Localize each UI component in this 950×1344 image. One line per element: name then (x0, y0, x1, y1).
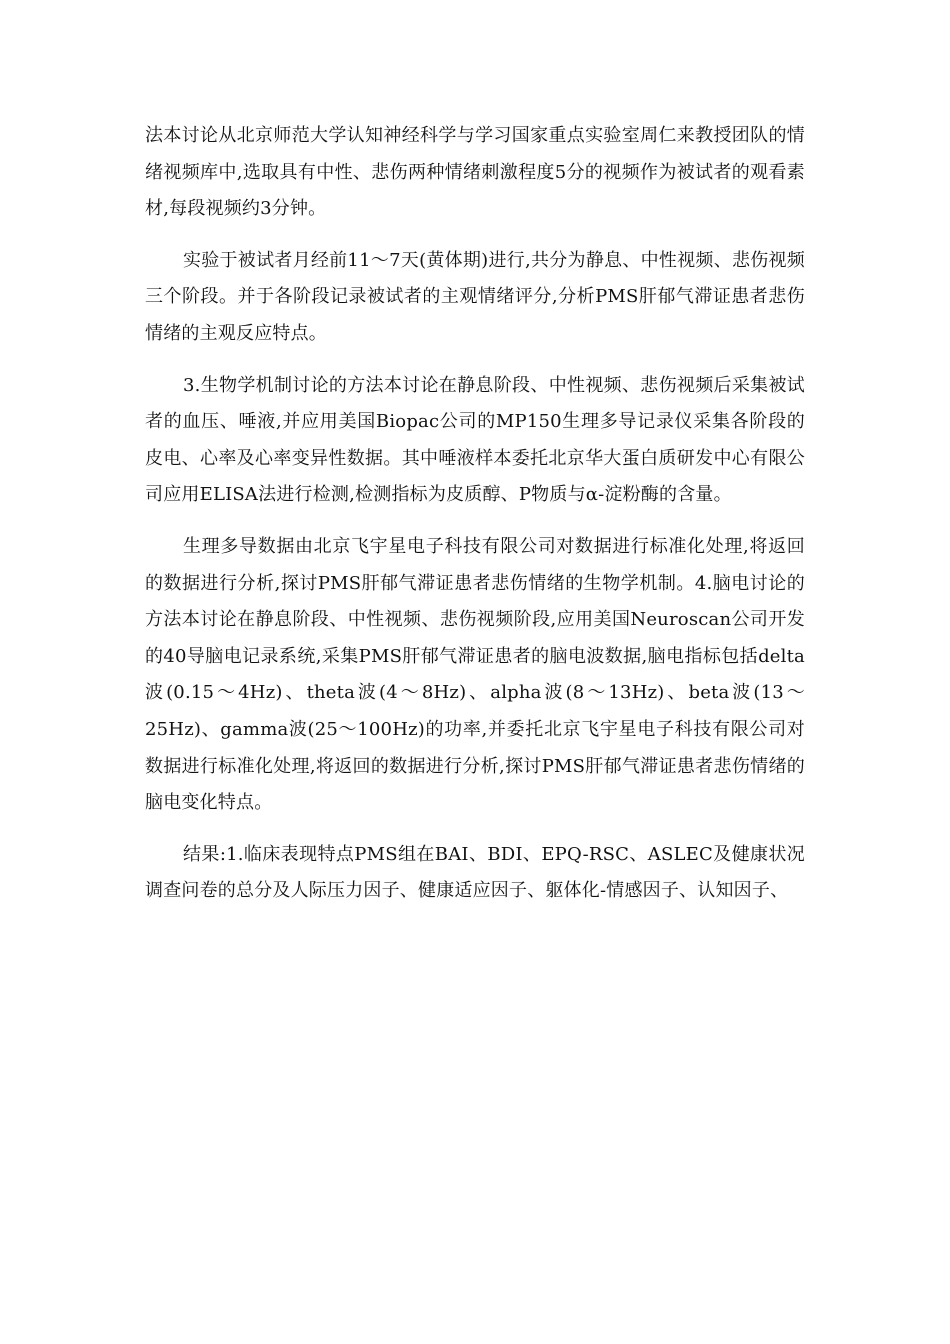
paragraph-video-materials: 法本讨论从北京师范大学认知神经科学与学习国家重点实验室周仁来教授团队的情绪视频库中,选取具有中性、悲伤两种情绪刺激程度5分的视频作为被试者的观看素材,每段视频约3分钟。 (145, 125, 805, 220)
paragraph-experiment-procedure: 实验于被试者月经前11～7天(黄体期)进行,共分为静息、中性视频、悲伤视频三个阶段。并于各阶段记录被试者的主观情绪评分,分析PMS肝郁气滞证患者悲伤情绪的主观反应特点。 (145, 249, 805, 344)
paragraph-eeg-method: 生理多导数据由北京飞宇星电子科技有限公司对数据进行标准化处理,将返回的数据进行分析,探讨PMS肝郁气滞证患者悲伤情绪的生物学机制。4.脑电讨论的方法本讨论在静息阶段、中性视频、悲伤视频阶段,应用美国Neuroscan公司开发的40导脑电记录系统,采集PMS肝郁气滞证患者的脑电波数据,脑电指标包括delta波(0.15～4Hz)、theta波(4～8Hz)、alpha波(8～13Hz)、beta波(13～25Hz)、gamma波(25～100Hz)的功率,并委托北京飞宇星电子科技有限公司对数据进行标准化处理,将返回的数据进行分析,探讨PMS肝郁气滞证患者悲伤情绪的脑电变化特点。 (145, 535, 805, 814)
document-body (145, 118, 805, 925)
paragraph-results: 结果:1.临床表现特点PMS组在BAI、BDI、EPQ-RSC、ASLEC及健康状况调查问卷的总分及人际压力因子、健康适应因子、躯体化-情感因子、认知因子、 (145, 843, 805, 902)
paragraph-biological-mechanism-method: 3.生物学机制讨论的方法本讨论在静息阶段、中性视频、悲伤视频后采集被试者的血压、唾液,并应用美国Biopac公司的MP150生理多导记录仪采集各阶段的皮电、心率及心率变异性数据。其中唾液样本委托北京华大蛋白质研发中心有限公司应用ELISA法进行检测,检测指标为皮质醇、P物质与α-淀粉酶的含量。 (145, 374, 805, 506)
